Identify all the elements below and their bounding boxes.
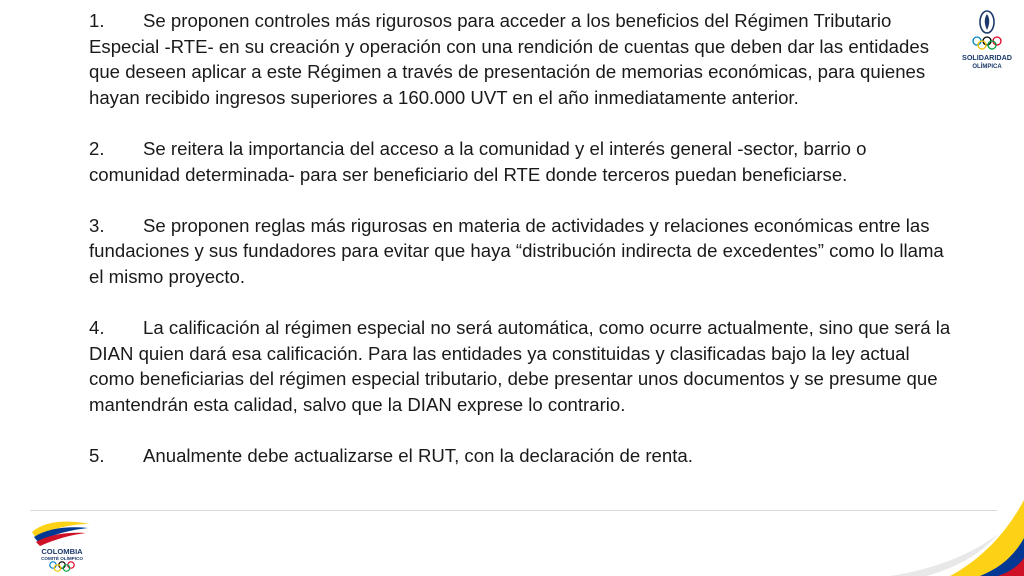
list-item bbox=[89, 315, 959, 417]
item-text: Anualmente debe actualizarse el RUT, con la declaración de renta. bbox=[143, 445, 693, 467]
item-text: Se reitera la importancia del acceso a la comunidad y el interés general -sector, barrio o comunidad determinada- para ser beneficiario del RTE donde terceros puedan beneficiarse. bbox=[89, 137, 867, 185]
logo-top-line1: SOLIDARIDAD bbox=[962, 53, 1012, 62]
document-body bbox=[89, 8, 959, 494]
list-item bbox=[89, 136, 959, 187]
item-number: 5. bbox=[89, 445, 105, 467]
logo-bottom-line1: COLOMBIA bbox=[41, 547, 83, 556]
item-number: 1. bbox=[89, 10, 105, 31]
torch-icon bbox=[980, 11, 994, 33]
solidaridad-olimpica-logo bbox=[954, 8, 1020, 72]
olympic-rings-icon bbox=[50, 562, 74, 571]
colombia-comite-olimpico-logo bbox=[28, 516, 96, 572]
logo-top-line2: OLÍMPICA bbox=[972, 64, 1002, 70]
list-item bbox=[89, 443, 959, 469]
logo-bottom-line2: COMITÉ OLÍMPICO bbox=[41, 556, 83, 561]
decorative-corner-swoosh bbox=[830, 500, 1024, 576]
colombia-flag-swoosh-icon bbox=[32, 522, 90, 546]
item-number: 2. bbox=[89, 137, 105, 159]
olympic-rings-icon bbox=[973, 37, 1001, 49]
item-text: La calificación al régimen especial no será automática, como ocurre actualmente, sino que será la DIAN quien dará esa calificación. Para las entidades ya constituidas y clasificadas bajo la ley actual como beneficiarias del régimen especial tributario, debe presentar unos documentos y se presume que mantendrán esta calidad, salvo que la DIAN exprese lo contrario. bbox=[89, 317, 951, 415]
item-number: 3. bbox=[89, 214, 105, 236]
list-item bbox=[89, 213, 959, 290]
item-number: 4. bbox=[89, 317, 105, 339]
item-text: Se proponen reglas más rigurosas en materia de actividades y relaciones económicas entre las fundaciones y sus fundadores para evitar que haya “distribución indirecta de excedentes” como lo llama el mismo proyecto. bbox=[89, 214, 944, 287]
list-item bbox=[89, 8, 959, 110]
item-text: Se proponen controles más rigurosos para acceder a los beneficios del Régimen Tributario Especial -RTE- en su creación y operación con una rendición de cuentas que deben dar las entidades que deseen aplicar a este Régimen a través de presentación de memorias económicas, para quienes hayan recibido ingresos superiores a 160.000 UVT en el año inmediatamente anterior. bbox=[89, 10, 930, 108]
